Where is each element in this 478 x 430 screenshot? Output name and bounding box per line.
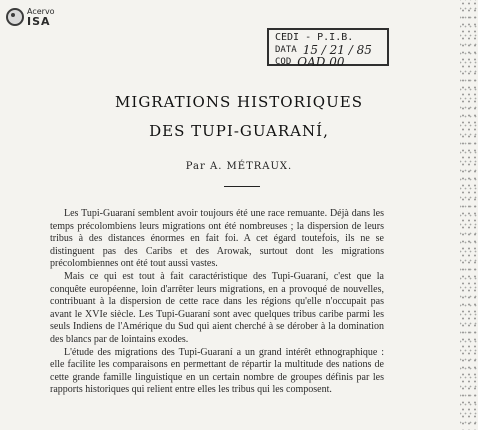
stamp-code-row [275,56,381,68]
stamp-code-value: OAD 00 [297,55,345,69]
article-body [50,208,384,397]
logo-line-acervo: Acervo [27,6,55,16]
title-divider [224,186,260,187]
stamp-org: CEDI - P.I.B. [275,32,354,43]
logo-icon [6,8,24,26]
article-byline: Par A. MÉTRAUX. [185,161,293,172]
scan-edge-noise [460,0,478,430]
article-title-line-2: DES TUPI-GUARANÍ, [149,122,329,140]
archive-stamp [267,28,389,69]
logo-line-isa: ISA [27,14,51,28]
article-title-line-1: MIGRATIONS HISTORIQUES [115,93,363,111]
body-paragraph: Les Tupi-Guaraní semblent avoir toujours été une race remuante. Déjà dans les temps précolombiens leurs migrations ont été nombreuses ; la dispersion de leurs tribus à des distances énormes en fait foi. A cet égard toutefois, ils ne se distinguent pas des Caribs et des Arowak, surtout dont les migrations précolombiennes ont été tout aussi vastes. [50,208,384,270]
body-paragraph: Mais ce qui est tout à fait caractéristique des Tupi-Guaraní, c'est que la conquête européenne, loin d'arrêter leurs migrations, en a provoqué de nouvelles, contribuant à la dispersion de cette race dans les régions qu'elle n'occupait pas avant le XVIe siècle. Les Tupi-Guaraní sont avec quelques tribus caribe parmi les seuls Indiens de l'Amérique du Sud qui aient cherché à se dérober à la domination des blancs par de lointains exodes. [50,270,384,345]
stamp-date-value: 15 / 21 / 85 [302,43,372,57]
stamp-code-label: COD [275,57,292,67]
body-paragraph: L'étude des migrations des Tupi-Guaraní a un grand intérêt ethnographique : elle facilite les comparaisons en permettant de répartir la multitude des nations de cette grande famille linguistique en un certain nombre de groupes définis par les rapports historiques qui relient entre elles les tribus qui les composent. [50,346,384,396]
stamp-date-label: DATA [275,45,297,55]
acervo-isa-logo [6,6,72,28]
